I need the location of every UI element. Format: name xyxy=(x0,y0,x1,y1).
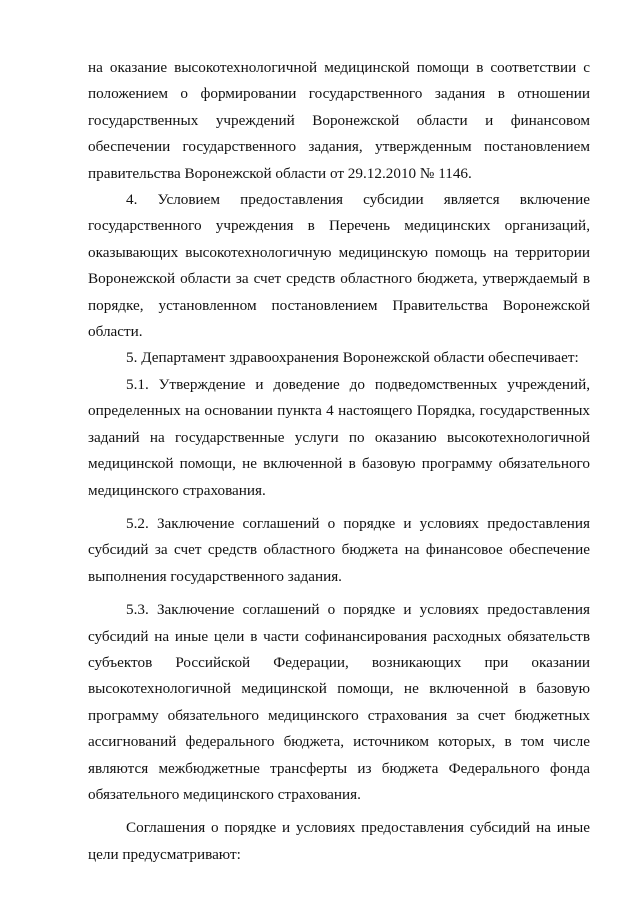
paragraph-agreements: Соглашения о порядке и условиях предоставления субсидий на иные цели предусматривают: xyxy=(88,819,590,863)
paragraph-continuation: на оказание высокотехнологичной медицинской помощи в соответствии с положением о формировании государственного задания в отношении государственных учреждений Воронежской области и финансовом обеспечении государственного задания, утвержденным постановлением правительства Воронежской области от 29.12.2010 № 1146. xyxy=(88,59,590,182)
paragraph-item-5: 5. Департамент здравоохранения Воронежской области обеспечивает: xyxy=(126,349,579,367)
paragraph-item-5-3: 5.3. Заключение соглашений о порядке и условиях предоставления субсидий на иные цели в части софинансирования расходных обязательств субъектов Российской Федерации, возникающих при оказании высокотехнологичной медицинской помощи, не включенной в базовую программу обязательного медицинского страхования за счет бюджетных ассигнований федерального бюджета, источником которых, в том числе являются межбюджетные трансферты из бюджета Федерального фонда обязательного медицинского страхования. xyxy=(88,601,590,803)
paragraph-item-4: 4. Условием предоставления субсидии является включение государственного учреждения в Перечень медицинских организаций, оказывающих высокотехнологичную медицинскую помощь на территории Воронежской области за счет средств областного бюджета, утверждаемый в порядке, установленном постановлением Правительства Воронежской области. xyxy=(88,191,590,341)
document-body xyxy=(88,55,590,868)
paragraph-item-5-2: 5.2. Заключение соглашений о порядке и условиях предоставления субсидий за счет средств областного бюджета на финансовое обеспечение выполнения государственного задания. xyxy=(88,514,590,585)
paragraph-item-5-1: 5.1. Утверждение и доведение до подведомственных учреждений, определенных на основании пункта 4 настоящего Порядка, государственных заданий на государственные услуги по оказанию высокотехнологичной медицинской помощи, не включенной в базовую программу обязательного медицинского страхования. xyxy=(88,375,590,499)
